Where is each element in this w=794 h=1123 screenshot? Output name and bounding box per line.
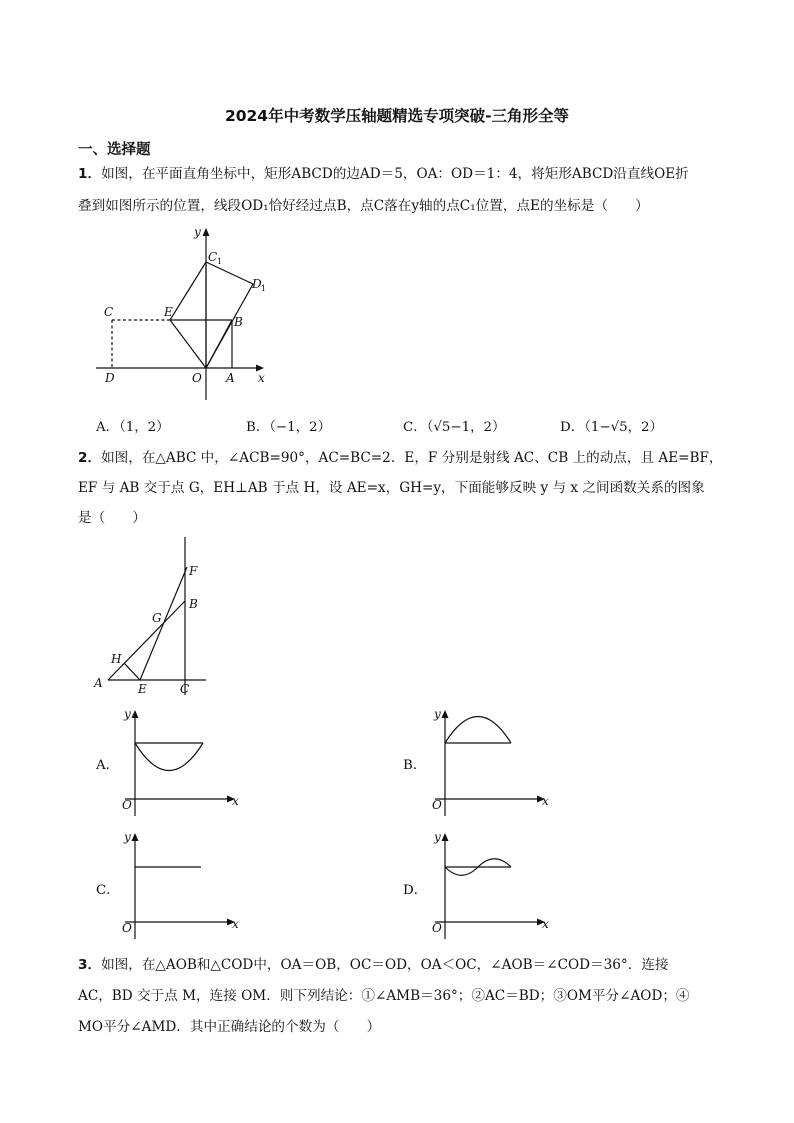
q1-y-arrow	[203, 228, 210, 236]
q1-option-a[interactable]	[96, 416, 170, 435]
q1-label-x: x	[258, 371, 265, 385]
q2-option-d-label[interactable]: D．	[403, 883, 428, 898]
q1-label-o: O	[192, 371, 202, 385]
q1-option-d[interactable]	[560, 416, 663, 435]
q1-option-a-label: A．	[96, 420, 120, 435]
graph-b-curve	[445, 717, 511, 744]
q1-option-c[interactable]	[403, 416, 505, 435]
graph-a-label-y: y	[124, 707, 131, 721]
q1-number: 1．	[78, 166, 102, 182]
graph-c-label-y: y	[124, 830, 131, 844]
q2-ef-line	[140, 567, 187, 680]
q2-graph-d[interactable]	[425, 825, 555, 943]
q2-text-line1: 如图，在△ABC 中，∠ACB=90°，AC=BC=2．E，F 分别是射线 AC、CB 上的动点，且 AE=BF，	[101, 450, 723, 466]
q3-text-line2: AC，BD 交于点 M，连接 OM．则下列结论：①∠AMB＝36°；②AC＝BD；③OM平分∠AOD；④	[78, 988, 690, 1004]
q1-label-d1-sub: 1	[261, 284, 267, 293]
graph-d-label-x: x	[542, 917, 549, 931]
q3-text-line3: MO平分∠AMD．其中正确结论的个数为（ ）	[78, 1019, 381, 1035]
q2-option-b-label[interactable]: B．	[403, 758, 427, 773]
q1-label-d1: D	[252, 277, 262, 291]
q2-label-h: H	[111, 652, 122, 666]
q1-option-d-label: D．	[560, 420, 585, 435]
q1-text-line1: 如图，在平面直角坐标中，矩形ABCD的边AD＝5，OA：OD＝1：4，将矩形ABCD沿直线OE折	[101, 166, 689, 182]
q2-label-b: B	[189, 597, 198, 611]
graph-a-curve	[135, 743, 203, 771]
q3-text-line1: 如图，在△AOB和△COD中，OA＝OB，OC＝OD，OA＜OC，∠AOB＝∠COD＝36°．连接	[101, 957, 669, 973]
q1-option-b-label: B．	[246, 420, 270, 435]
q2-label-c: C	[180, 682, 190, 696]
q2-label-e: E	[138, 682, 147, 696]
graph-b-label-y: y	[434, 707, 441, 721]
graph-a-y-arrow	[132, 710, 139, 718]
q1-option-b[interactable]	[246, 416, 331, 435]
q1-label-c1-sub: 1	[217, 257, 223, 266]
graph-d-label-o: O	[432, 921, 442, 935]
graph-c-label-x: x	[232, 917, 239, 931]
q1-option-c-label: C．	[403, 420, 427, 435]
q2-text-line3: 是（ ）	[78, 510, 146, 526]
page-title: 2024年中考数学压轴题精选专项突破-三角形全等	[224, 107, 570, 125]
graph-b-y-arrow	[442, 710, 449, 718]
q2-number: 2．	[78, 450, 102, 466]
q2-label-f: F	[189, 564, 198, 578]
q2-figure	[88, 535, 218, 700]
q2-eh-line	[124, 663, 140, 680]
q2-graph-c[interactable]	[115, 825, 245, 943]
q1-option-a-text: （1，2）	[119, 420, 170, 435]
q1-label-y: y	[194, 225, 201, 239]
graph-b-label-o: O	[432, 798, 442, 812]
q3-line1	[78, 955, 669, 975]
q2-option-c-label[interactable]: C．	[96, 883, 120, 898]
graph-a-label-x: x	[232, 794, 239, 808]
q1-figure	[90, 222, 280, 407]
q1-line1	[78, 164, 689, 184]
q1-label-a: A	[226, 371, 235, 385]
section-heading: 一、选择题	[78, 142, 151, 158]
q1-option-d-text: （1−√5，2）	[584, 420, 663, 435]
q1-option-b-text: （−1，2）	[269, 420, 331, 435]
q1-label-c1: C	[208, 250, 218, 264]
q2-text-line2: EF 与 AB 交于点 G，EH⊥AB 于点 H，设 AE=x，GH=y，下面能够反映 y 与 x 之间函数关系的图象	[78, 480, 705, 496]
graph-d-label-y: y	[434, 830, 441, 844]
graph-d-y-arrow	[442, 833, 449, 841]
q1-label-b: B	[234, 315, 243, 329]
graph-c-label-o: O	[122, 921, 132, 935]
q2-label-g: G	[152, 611, 162, 625]
q1-label-e: E	[164, 305, 173, 319]
q3-number: 3．	[78, 957, 102, 973]
q1-text-line2: 叠到如图所示的位置，线段OD₁恰好经过点B，点C落在y轴的点C₁位置，点E的坐标是（ ）	[78, 198, 649, 214]
q1-label-c: C	[104, 305, 114, 319]
q2-label-a: A	[94, 676, 103, 690]
q1-ob-line	[206, 320, 232, 368]
graph-a-label-o: O	[122, 798, 132, 812]
q1-option-c-text: （√5−1，2）	[426, 420, 506, 435]
q2-graph-b[interactable]	[425, 702, 555, 820]
q2-option-a-label[interactable]: A．	[96, 758, 120, 773]
q2-ab-line	[108, 601, 185, 680]
q2-graph-a[interactable]	[115, 702, 245, 820]
graph-b-label-x: x	[542, 794, 549, 808]
q1-label-d: D	[105, 371, 115, 385]
q2-line1	[78, 448, 723, 468]
graph-c-y-arrow	[132, 833, 139, 841]
